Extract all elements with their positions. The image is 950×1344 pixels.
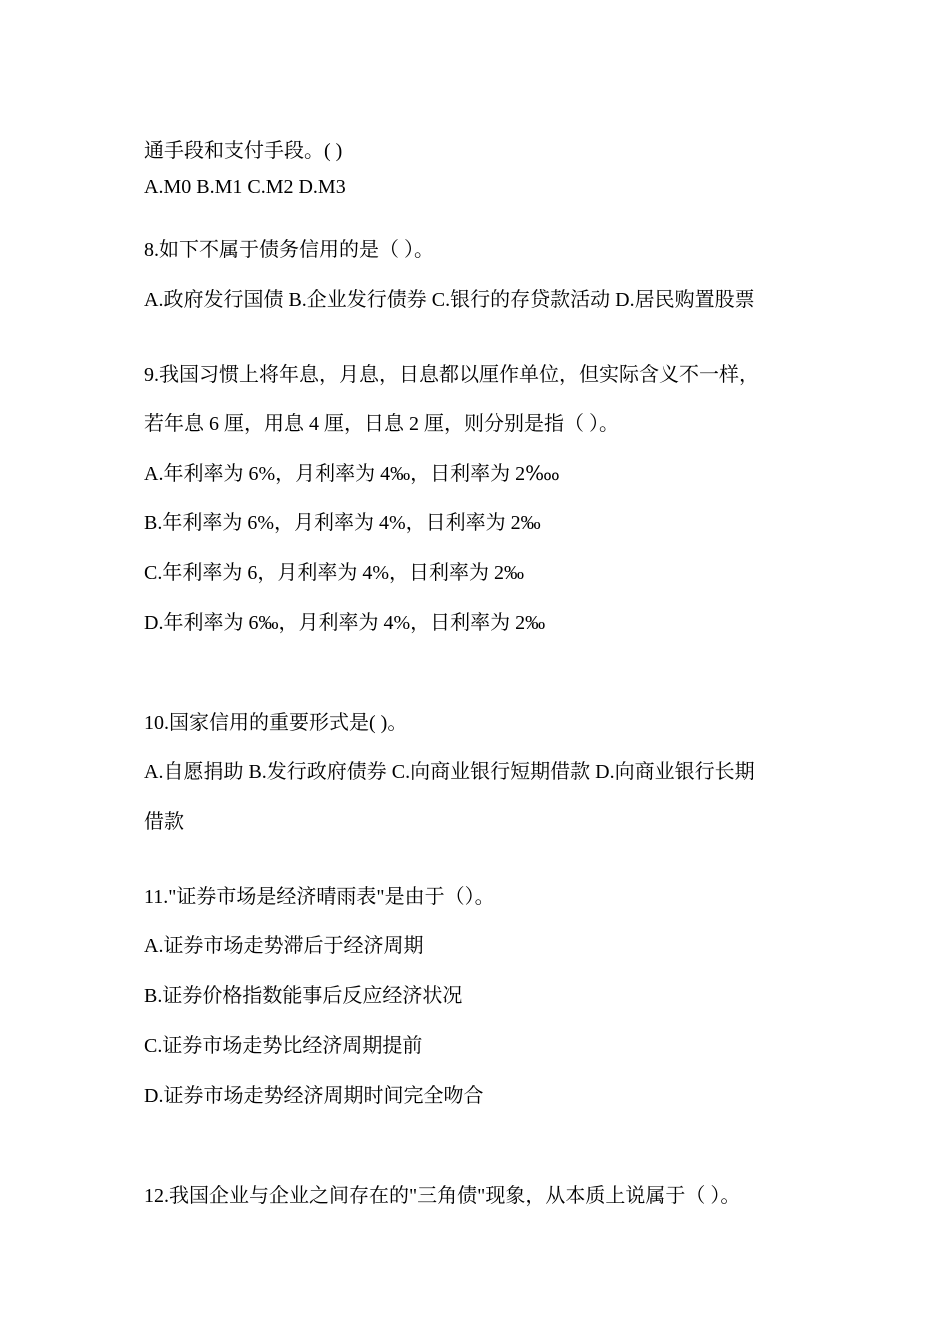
question-7-options: A.M0 B.M1 C.M2 D.M3 (144, 176, 346, 198)
question-10-options-line-1: A.自愿捐助 B.发行政府债券 C.向商业银行短期借款 D.向商业银行长期 (144, 761, 755, 783)
question-10-options-line-2: 借款 (144, 811, 184, 833)
question-9-line-1: 9.我国习惯上将年息，月息，日息都以厘作单位，但实际含义不一样， (144, 364, 759, 386)
question-9-option-a: A.年利率为 6%，月利率为 4‰，日利率为 2‱ (144, 463, 560, 485)
question-11-option-b: B.证券价格指数能事后反应经济状况 (144, 985, 463, 1007)
question-11-option-d: D.证券市场走势经济周期时间完全吻合 (144, 1085, 484, 1107)
question-11: 11."证券市场是经济晴雨表"是由于（）。 (144, 886, 495, 908)
question-12: 12.我国企业与企业之间存在的"三角债"现象，从本质上说属于（ ）。 (144, 1185, 741, 1207)
question-11-option-a: A.证券市场走势滞后于经济周期 (144, 935, 424, 957)
question-8-options: A.政府发行国债 B.企业发行债券 C.银行的存贷款活动 D.居民购置股票 (144, 289, 755, 311)
question-7-continuation: 通手段和支付手段。( ) (144, 140, 343, 162)
question-11-option-c: C.证券市场走势比经济周期提前 (144, 1035, 423, 1057)
question-9-line-2: 若年息 6 厘，用息 4 厘，日息 2 厘，则分别是指（ ）。 (144, 413, 619, 435)
question-9-option-b: B.年利率为 6%，月利率为 4%，日利率为 2‰ (144, 512, 541, 534)
question-10: 10.国家信用的重要形式是( )。 (144, 712, 408, 734)
question-9-option-c: C.年利率为 6，月利率为 4%，日利率为 2‰ (144, 562, 524, 584)
question-9-option-d: D.年利率为 6‰，月利率为 4%，日利率为 2‰ (144, 612, 546, 634)
question-8: 8.如下不属于债务信用的是（ ）。 (144, 239, 434, 261)
